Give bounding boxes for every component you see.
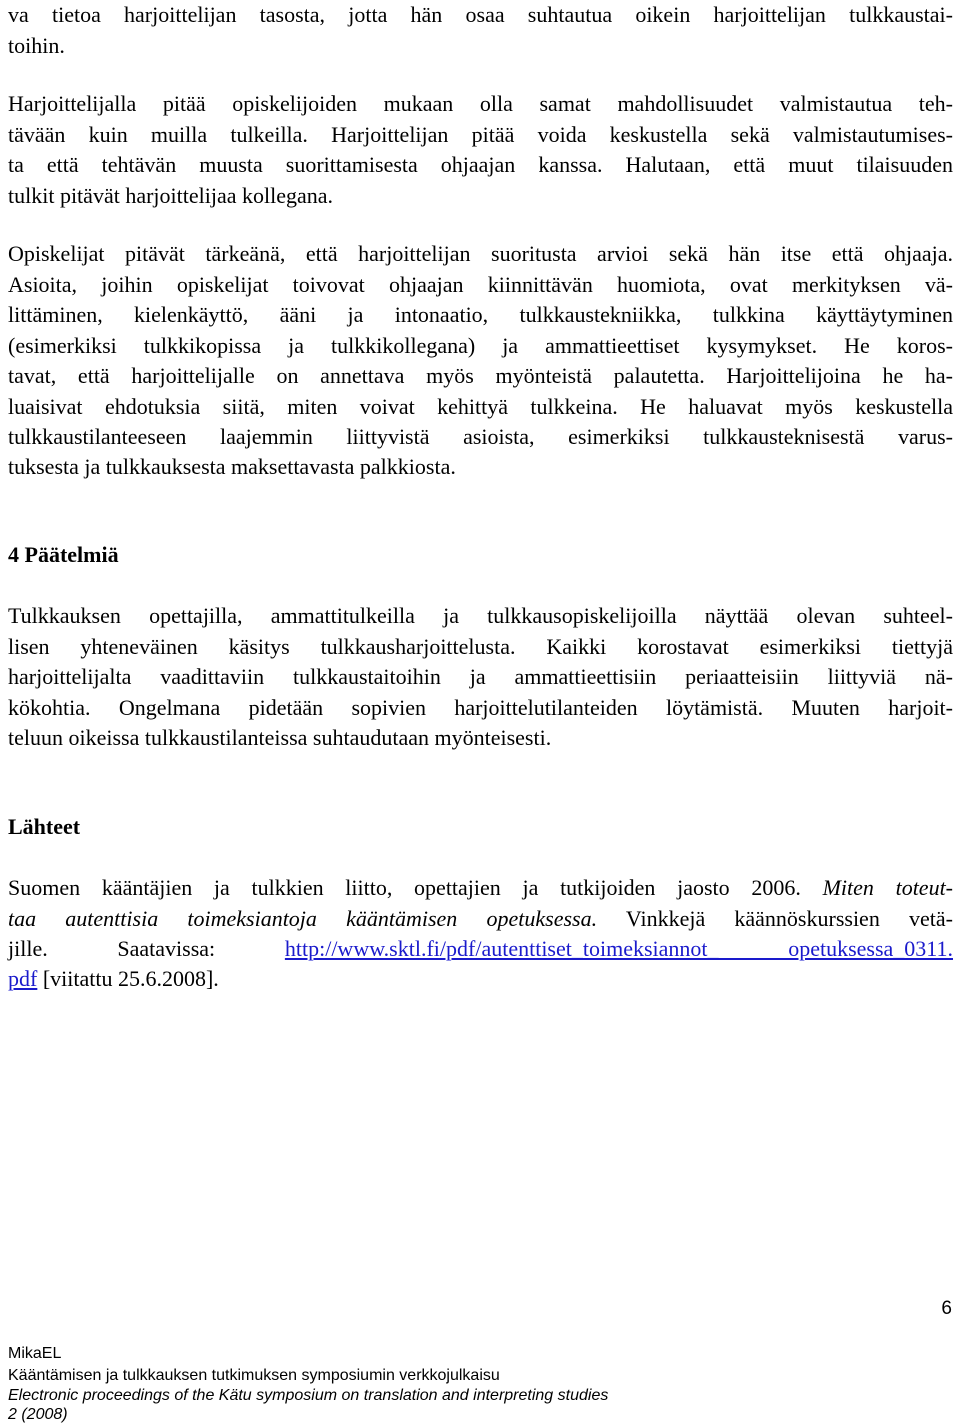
references-heading: Lähteet: [8, 814, 81, 839]
reference-line-1: [8, 873, 953, 903]
paragraph-3-line-5: tavat, että harjoittelijalle on annettava myös myönteistä palautetta. Harjoittelijoina he ha-: [8, 363, 953, 388]
paragraph-4-line-1: Tulkkauksen opettajilla, ammattitulkeilla ja tulkkausopiskelijoilla näyttää olevan suhteel-: [8, 603, 953, 628]
reference-line-4: [8, 964, 953, 994]
paragraph-3-line-1: Opiskelijat pitävät tärkeänä, että harjoittelijan suoritusta arvioi sekä hän itse että ohjaaja.: [8, 241, 953, 266]
reference-title-start: Miten toteut-: [822, 875, 954, 900]
paragraph-3-line-6: luaisivat ehdotuksia siitä, miten voivat kehittyä tulkkeina. He haluavat myös keskustella: [8, 394, 953, 419]
reference-url-link-continued[interactable]: pdf: [8, 966, 38, 991]
reference-line-3: [8, 934, 953, 964]
reference-author: Suomen kääntäjien ja tulkkien liitto, opettajien ja tutkijoiden jaosto 2006.: [8, 875, 801, 900]
section-heading: 4 Päätelmiä: [8, 542, 119, 567]
footer-subtitle: Kääntämisen ja tulkkauksen tutkimuksen symposiumin verkkojulkaisu: [8, 1367, 500, 1384]
page-number: 6: [941, 1298, 952, 1319]
paragraph-1-line-1: va tietoa harjoittelijan tasosta, jotta hän osaa suhtautua oikein harjoittelijan tulkkaustai-: [8, 2, 953, 27]
paragraph-4-line-2: lisen yhteneväinen käsitys tulkkausharjoittelusta. Kaikki korostavat esimerkiksi tiettyjä: [8, 634, 953, 659]
footer-issue: 2 (2008): [8, 1406, 68, 1423]
paragraph-3-line-8: tuksesta ja tulkkauksesta maksettavasta palkkiosta.: [8, 454, 456, 479]
footer-english-title: Electronic proceedings of the Kätu symposium on translation and interpreting studies: [8, 1387, 609, 1404]
paragraph-4-line-5: teluun oikeissa tulkkaustilanteissa suhtaudutaan myönteisesti.: [8, 725, 552, 750]
reference-availability: jille. Saatavissa:: [8, 936, 216, 961]
paragraph-3-line-2: Asioita, joihin opiskelijat toivovat ohjaajan kiinnittävän huomiota, ovat merkityksen vä-: [8, 272, 953, 297]
paragraph-3-line-7: tulkkaustilanteeseen laajemmin liittyvistä asioista, esimerkiksi tulkkausteknisestä varus-: [8, 424, 953, 449]
paragraph-3-line-4: (esimerkiksi tulkkikopissa ja tulkkikollegana) ja ammattieettiset kysymykset. He koros-: [8, 333, 953, 358]
paragraph-2-line-1: Harjoittelijalla pitää opiskelijoiden mukaan olla samat mahdollisuudet valmistautua teh-: [8, 91, 953, 116]
paragraph-2-line-2: tävään kuin muilla tulkeilla. Harjoittelijan pitää voida keskustella sekä valmistautumises-: [8, 122, 953, 147]
paragraph-3-line-3: littäminen, kielenkäyttö, ääni ja intonaatio, tulkkaustekniikka, tulkkina käyttäytyminen: [8, 302, 953, 327]
reference-line-2: [8, 904, 953, 934]
paragraph-1-line-2: toihin.: [8, 33, 65, 58]
paragraph-4-line-4: kökohtia. Ongelmana pidetään sopivien harjoittelutilanteiden löytämistä. Muuten harjoit-: [8, 695, 953, 720]
paragraph-4-line-3: harjoittelijalta vaadittaviin tulkkaustaitoihin ja ammattieettisiin periaatteisiin liittyviä nä-: [8, 664, 953, 689]
reference-accessed-date: [viitattu 25.6.2008].: [42, 966, 219, 991]
reference-description: Vinkkejä käännöskurssien vetä-: [625, 906, 953, 931]
footer-journal: MikaEL: [8, 1345, 62, 1362]
paragraph-2-line-3: ta että tehtävän muusta suorittamisesta ohjaajan kanssa. Halutaan, että muut tilaisuuden: [8, 152, 953, 177]
reference-title-end: taa autenttisia toimeksiantoja kääntämisen opetuksessa.: [8, 906, 598, 931]
reference-url-link[interactable]: http://www.sktl.fi/pdf/autenttiset_toimeksiannot_ opetuksessa_0311.: [284, 936, 953, 961]
paragraph-2-line-4: tulkit pitävät harjoittelijaa kollegana.: [8, 183, 334, 208]
